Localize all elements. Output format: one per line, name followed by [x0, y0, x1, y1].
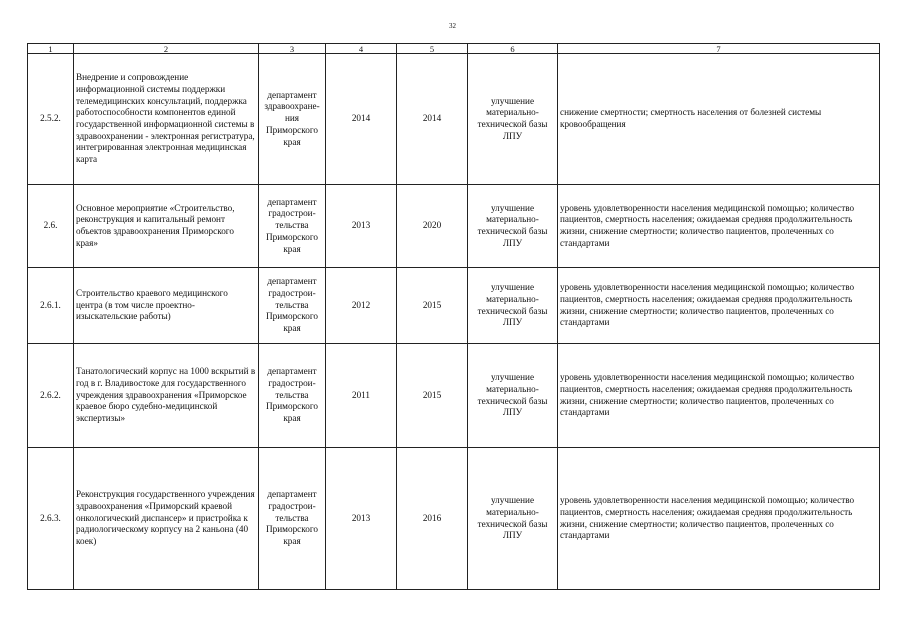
- item-number: 2.6.3.: [28, 448, 74, 590]
- executor: департамент градострои-тельства Приморского края: [259, 448, 326, 590]
- executor: департамент градострои-тельства Приморского края: [259, 185, 326, 268]
- column-header-5: 5: [397, 44, 468, 54]
- table-row: [28, 268, 880, 344]
- start-year: 2013: [326, 185, 397, 268]
- column-header-4: 4: [326, 44, 397, 54]
- measure-name: Строительство краевого медицинского центра (в том числе проектно-изыскательские работы): [74, 268, 259, 344]
- executor: департамент градострои-тельства Приморского края: [259, 268, 326, 344]
- indicators: уровень удовлетворенности населения медицинской помощью; количество пациентов, смертность населения; ожидаемая средняя продолжительность жизни, снижение смертности; количество пациентов, пролеченных со стандартами: [558, 268, 880, 344]
- table-row: [28, 54, 880, 185]
- item-number: 2.6.2.: [28, 344, 74, 448]
- column-header-7: 7: [558, 44, 880, 54]
- item-number: 2.6.1.: [28, 268, 74, 344]
- expected-result: улучшение материально-технической базы ЛПУ: [468, 185, 558, 268]
- measure-name: Реконструкция государственного учреждения здравоохранения «Приморский краевой онкологический диспансер» и пристройка к радиологическому корпусу на 2 каньона (40 коек): [74, 448, 259, 590]
- item-number: 2.6.: [28, 185, 74, 268]
- measure-name: Танатологический корпус на 1000 вскрытий в год в г. Владивостоке для государственного учреждения здравоохранения «Приморское краевое бюро судебно-медицинской экспертизы»: [74, 344, 259, 448]
- measure-name: Основное мероприятие «Строительство, реконструкция и капитальный ремонт объектов здравоохранения Приморского края»: [74, 185, 259, 268]
- column-header-2: 2: [74, 44, 259, 54]
- indicators: снижение смертности; смертность населения от болезней системы кровообращения: [558, 54, 880, 185]
- column-header-1: 1: [28, 44, 74, 54]
- end-year: 2016: [397, 448, 468, 590]
- header-row: [28, 44, 880, 54]
- column-header-3: 3: [259, 44, 326, 54]
- table-row: [28, 185, 880, 268]
- table-row: [28, 448, 880, 590]
- start-year: 2012: [326, 268, 397, 344]
- start-year: 2013: [326, 448, 397, 590]
- page-number: 32: [449, 22, 456, 30]
- expected-result: улучшение материально-технической базы ЛПУ: [468, 54, 558, 185]
- measures-table: [27, 43, 880, 590]
- measure-name: Внедрение и сопровождение информационной системы поддержки телемедицинских консультаций, поддержка работоспособности компонентов единой государственной информационной системы в здравоохранении - электронная регистратура, интегрированная электронная медицинская карта: [74, 54, 259, 185]
- executor: департамент градострои-тельства Приморского края: [259, 344, 326, 448]
- item-number: 2.5.2.: [28, 54, 74, 185]
- expected-result: улучшение материально-технической базы ЛПУ: [468, 344, 558, 448]
- indicators: уровень удовлетворенности населения медицинской помощью; количество пациентов, смертность населения; ожидаемая средняя продолжительность жизни, снижение смертности; количество пациентов, пролеченных со стандартами: [558, 185, 880, 268]
- column-header-6: 6: [468, 44, 558, 54]
- start-year: 2011: [326, 344, 397, 448]
- start-year: 2014: [326, 54, 397, 185]
- end-year: 2015: [397, 268, 468, 344]
- executor: департамент здравоохране-ния Приморского края: [259, 54, 326, 185]
- expected-result: улучшение материально-технической базы ЛПУ: [468, 268, 558, 344]
- end-year: 2014: [397, 54, 468, 185]
- indicators: уровень удовлетворенности населения медицинской помощью; количество пациентов, смертность населения; ожидаемая средняя продолжительность жизни, снижение смертности; количество пациентов, пролеченных со стандартами: [558, 344, 880, 448]
- end-year: 2020: [397, 185, 468, 268]
- end-year: 2015: [397, 344, 468, 448]
- expected-result: улучшение материально-технической базы ЛПУ: [468, 448, 558, 590]
- indicators: уровень удовлетворенности населения медицинской помощью; количество пациентов, смертность населения; ожидаемая средняя продолжительность жизни, снижение смертности; количество пациентов, пролеченных со стандартами: [558, 448, 880, 590]
- table-row: [28, 344, 880, 448]
